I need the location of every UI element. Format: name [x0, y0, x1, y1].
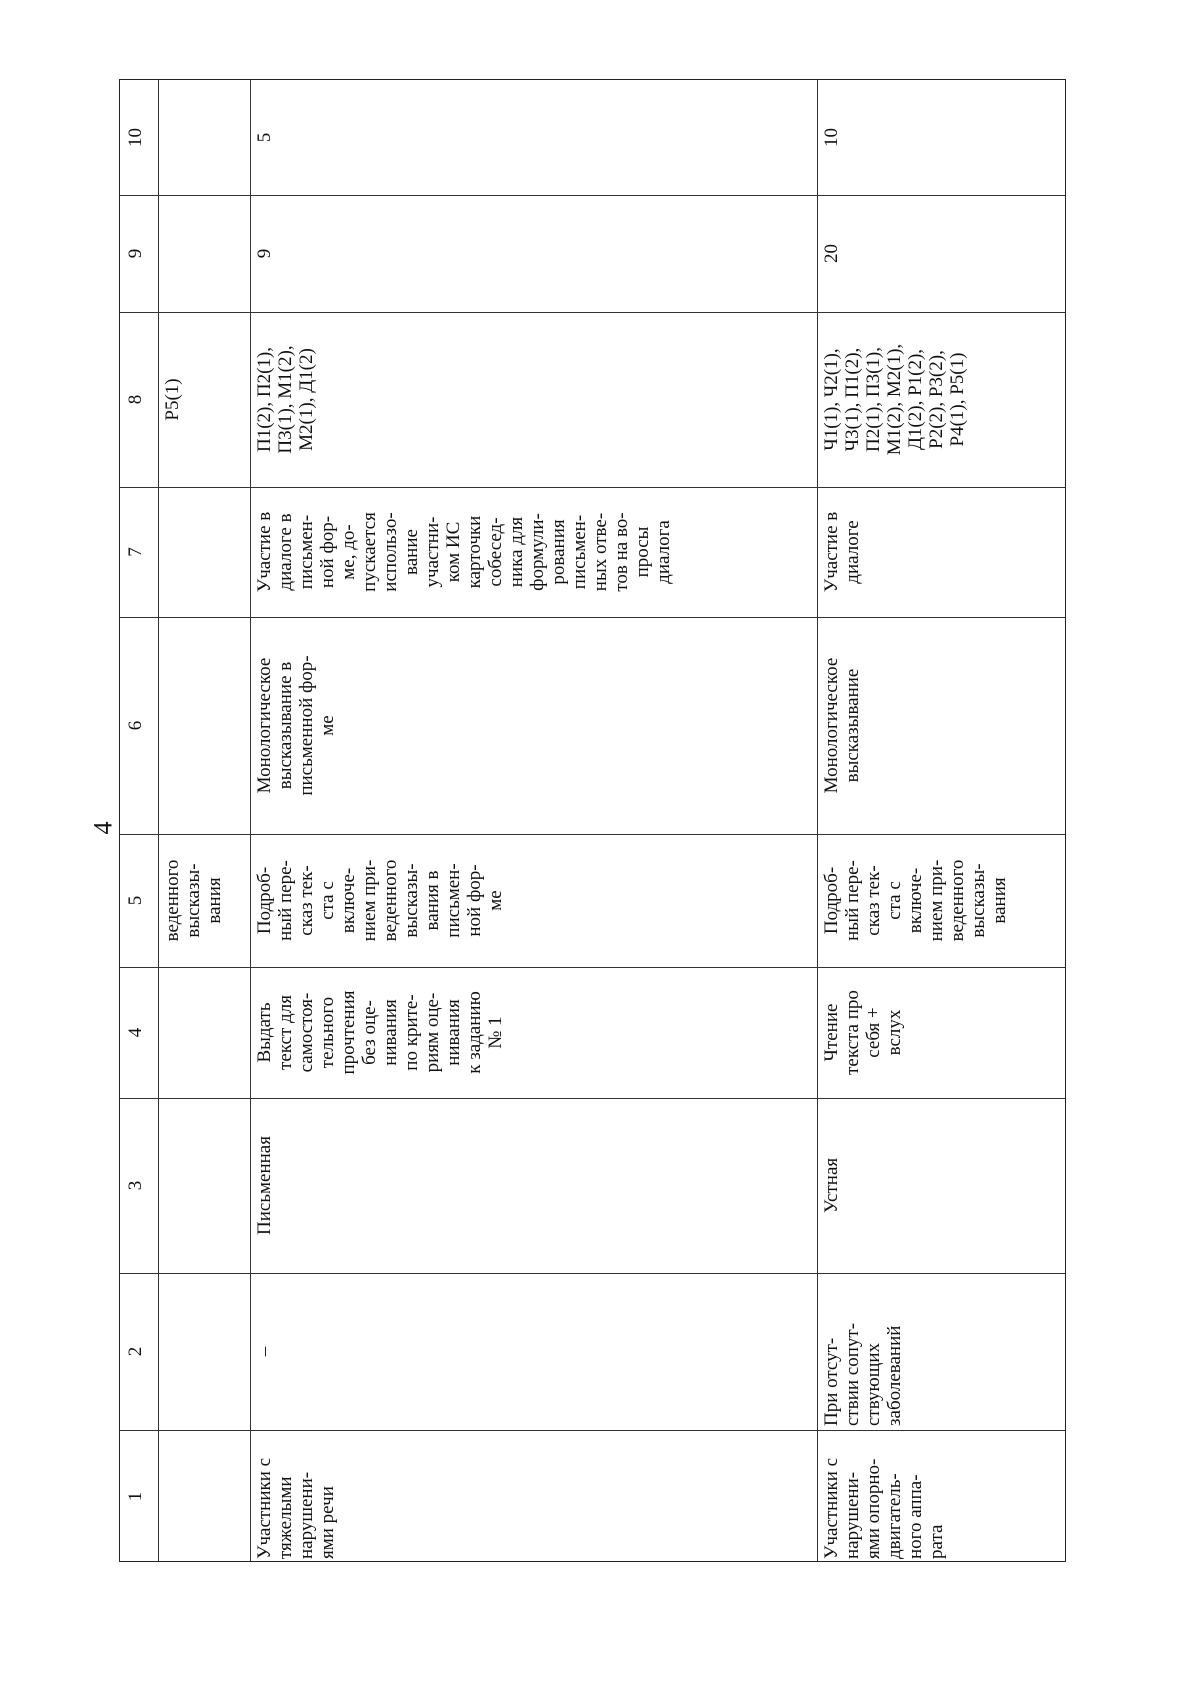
speech-row-condition: – — [254, 1346, 275, 1357]
header-row-divider — [158, 80, 159, 1561]
row-divider-2 — [817, 80, 818, 1561]
header-col-5: 5 — [125, 895, 146, 906]
speech-row-min-score: 5 — [254, 132, 275, 143]
cont-row-col8: Р5(1) — [162, 378, 183, 421]
musc-row-min-score: 10 — [821, 128, 842, 147]
header-col-1: 1 — [125, 1491, 146, 1502]
speech-row-form: Письменная — [254, 1136, 275, 1235]
musc-row-task3: Монологическое высказывание — [821, 657, 863, 794]
header-col-6: 6 — [125, 720, 146, 731]
header-col-8: 8 — [125, 394, 146, 405]
speech-row-task3: Монологическое высказывание в письменной фор- ме — [254, 655, 338, 796]
speech-row-category: Участники с тяжелыми нарушени- ями речи — [254, 1457, 338, 1559]
header-col-3: 3 — [125, 1180, 146, 1191]
header-col-2: 2 — [125, 1346, 146, 1357]
musc-row-task4: Участие в диалоге — [821, 511, 863, 593]
musc-row-category: Участники с нарушени- ями опорно- двигатель- ного аппа- рата — [821, 1457, 947, 1559]
musc-row-task2: Подроб- ный пере- сказ тек- ста с включе- нием при- веденного высказы- вания — [821, 859, 1010, 942]
header-col-9: 9 — [125, 248, 146, 259]
header-col-10: 10 — [125, 128, 146, 147]
header-col-4: 4 — [125, 1027, 146, 1038]
page-number: 4 — [88, 821, 118, 835]
speech-row-task1: Выдать текст для самостоя- тельного прочтения без оце- нивания по крите- риям оце- нивания к заданию № 1 — [254, 990, 506, 1075]
speech-row-criteria: П1(2), П2(1), П3(1), М1(2), М2(1), Д1(2) — [254, 345, 317, 454]
musc-row-condition: При отсут- ствии сопут- ствующих заболеваний — [821, 1322, 905, 1426]
musc-row-max-score: 20 — [821, 244, 842, 263]
rotated-table — [119, 79, 1066, 1562]
cont-row-col5: веденного высказы- вания — [162, 859, 225, 942]
header-col-7: 7 — [125, 547, 146, 557]
speech-row-max-score: 9 — [254, 248, 275, 259]
musc-row-task1: Чтение текста про себя + вслух — [821, 990, 905, 1075]
row-divider-1 — [250, 80, 251, 1561]
speech-row-task4: Участие в диалоге в письмен- ной фор- ме, до- пускается использо- вание участни- ком ИС карточки собесед- ника для формули- рования письмен- ных отве- тов на во- просы диалога — [254, 511, 674, 593]
speech-row-task2: Подроб- ный пере- сказ тек- ста с включе- нием при- веденного высказы- вания в письмен- ной фор- ме — [254, 859, 506, 942]
musc-row-form: Устная — [821, 1157, 842, 1214]
musc-row-criteria: Ч1(1), Ч2(1), Ч3(1), П1(2), П2(1), П3(1), М1(2), М2(1), Д1(2), Р1(2), Р2(2), Р3(2), Р4(1), Р5(1) — [821, 343, 968, 456]
